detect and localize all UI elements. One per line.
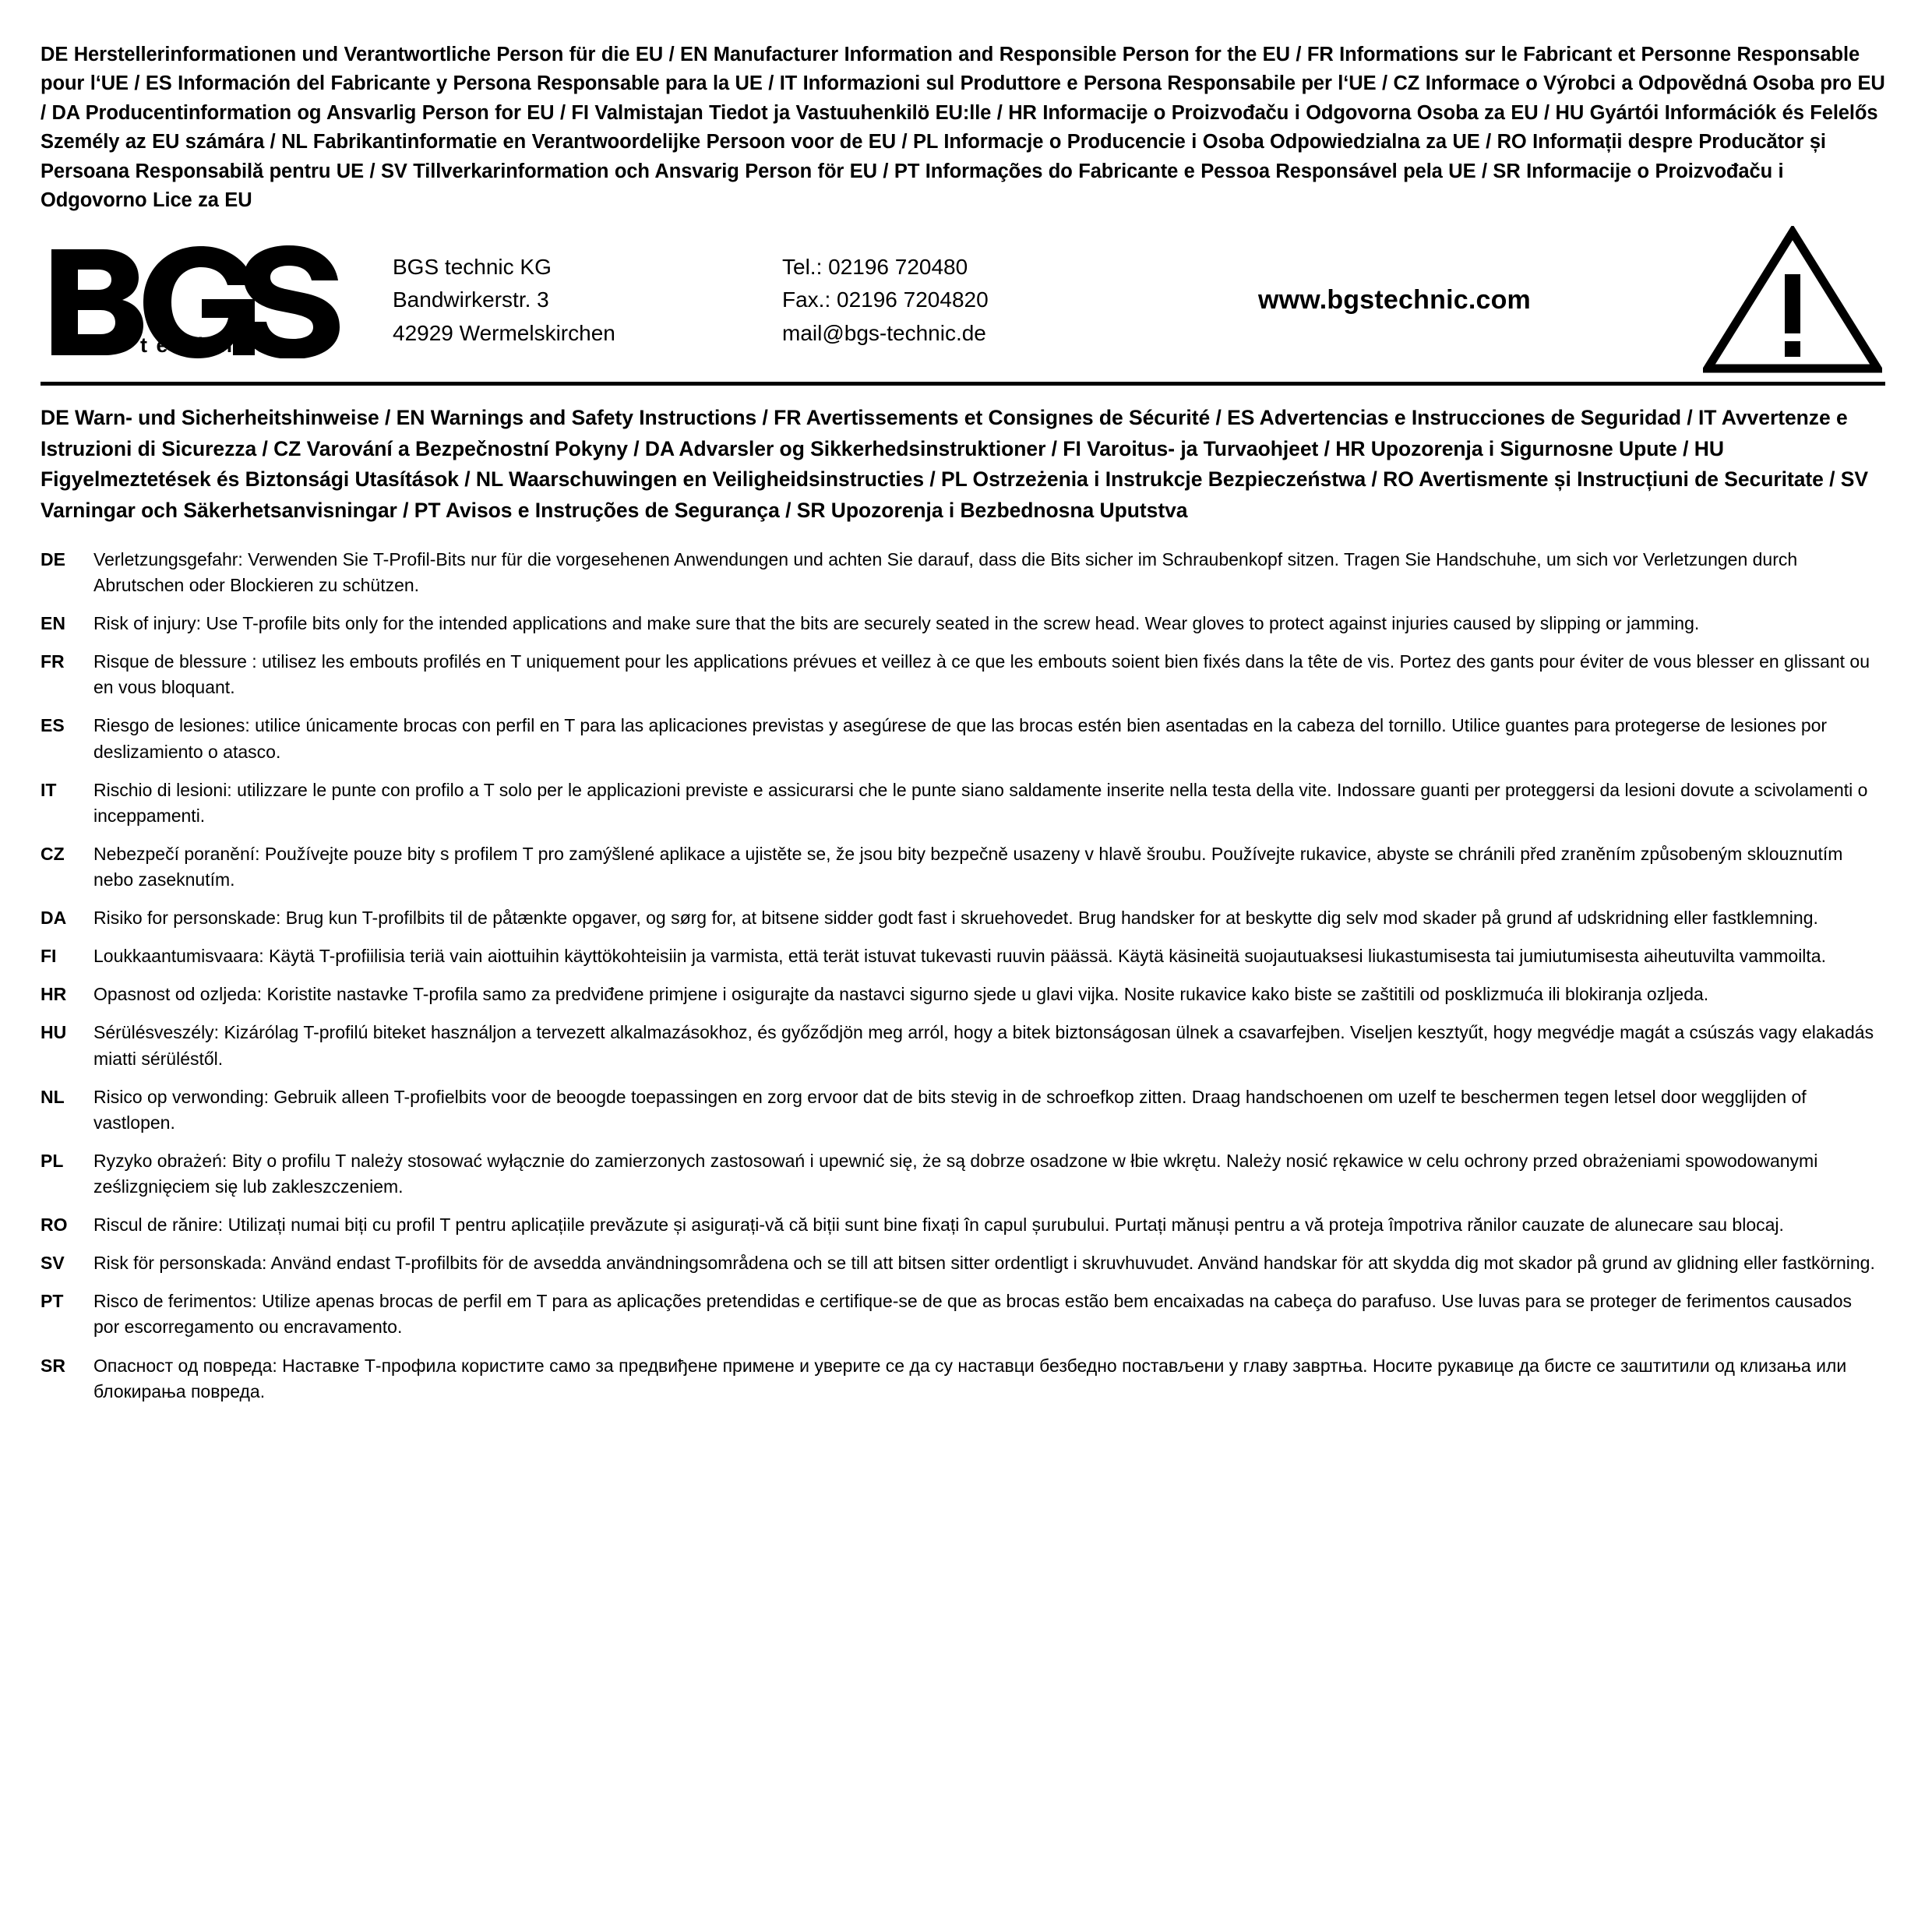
- language-code: HR: [41, 984, 67, 1005]
- language-code: HU: [41, 1022, 67, 1043]
- language-text: Opasnost od ozljeda: Koristite nastavke T-profila samo za predviđene primjene i osigurajte da nastavci sigurno sjede u glavi vijka. Nosite rukavice kako biste se zaštitili od posklizmuća ili blokiranja ozljeda.: [93, 984, 1709, 1005]
- language-code: DE: [41, 548, 65, 569]
- language-text: Verletzungsgefahr: Verwenden Sie T-Profil-Bits nur für die vorgesehenen Anwendungen und achten Sie darauf, dass die Bits sicher im Schraubenkopf sitzen. Tragen Sie Handschuhe, um sich vor Verletzungen durch Abrutschen oder Blockieren zu schützen.: [93, 548, 1798, 596]
- list-item: [41, 1020, 1885, 1071]
- language-code: PT: [41, 1291, 64, 1312]
- list-item: [41, 1084, 1885, 1136]
- company-tel: Tel.: 02196 720480: [782, 254, 968, 279]
- language-text: Risico op verwonding: Gebruik alleen T-profielbits voor de beoogde toepassingen en zorg ervoor dat de bits stevig in de schroefkop zitten. Draag handschoenen om uzelf te beschermen tegen letsel door wegglijden of vastlopen.: [93, 1086, 1807, 1133]
- list-item: [41, 1353, 1885, 1405]
- list-item: [41, 943, 1885, 969]
- company-fax: Fax.: 02196 7204820: [782, 287, 989, 312]
- warning-triangle-icon: [1687, 226, 1885, 374]
- company-street: Bandwirkerstr. 3: [393, 287, 549, 312]
- list-item: [41, 547, 1885, 598]
- list-item: [41, 982, 1885, 1007]
- language-code: NL: [41, 1086, 65, 1107]
- language-text: Sérülésveszély: Kizárólag T-profilú biteket használjon a tervezett alkalmazásokhoz, és győződjön meg arról, hogy a bitek biztonságosan ülnek a csavarfejben. Viseljen kesztyűt, hogy megvédje magát a csúszás vagy elakadás miatti sérüléstől.: [93, 1022, 1874, 1069]
- company-website[interactable]: www.bgstechnic.com: [1258, 284, 1531, 315]
- list-item: [41, 1289, 1885, 1340]
- safety-instructions-heading: DE Warn- und Sicherheitshinweise / EN Warnings and Safety Instructions / FR Avertissements et Consignes de Sécurité / ES Advertencias e Instrucciones de Seguridad / IT Avvertenze e Istruzioni di Sicurezza / CZ Varování a Bezpečnostní Pokyny / DA Advarsler og Sikkerhedsinstruktioner / FI Varoitus- ja Turvaohjeet / HR Upozorenja i Sigurnosne Upute / HU Figyelmeztetések és Biztonsági Utasítások / NL Waarschuwingen en Veiligheidsinstructies / PL Ostrzeżenia i Instrukcje Bezpieczeństwa / RO Avertismente și Instrucțiuni de Securitate / SV Varningar och Säkerhetsanvisningar / PT Avisos e Instruções de Segurança / SR Upozorenja i Bezbednosna Uputstva: [41, 405, 1869, 523]
- warning-triangle-graphic: [1703, 226, 1882, 374]
- language-code: DA: [41, 908, 67, 929]
- list-item: [41, 841, 1885, 893]
- language-code: SV: [41, 1253, 65, 1274]
- language-text: Riesgo de lesiones: utilice únicamente brocas con perfil en T para las aplicaciones previstas y asegúrese de que las brocas estén bien asentadas en la cabeza del tornillo. Utilice guantes para protegerse de lesiones por deslizamiento o atasco.: [93, 715, 1828, 762]
- registered-mark: ®: [305, 248, 321, 272]
- company-email[interactable]: mail@bgs-technic.de: [782, 320, 986, 345]
- language-code: EN: [41, 613, 65, 634]
- language-text: Опасност од повреда: Наставке Т-профила користите само за предвиђене примене и уверите се да су наставци безбедно постављени у главу завртња. Носите рукавице да бисте се заштитили од клизања или блокирања повреда.: [93, 1355, 1847, 1401]
- manufacturer-band: [41, 230, 1885, 386]
- list-item: [41, 713, 1885, 764]
- language-code: FI: [41, 946, 57, 967]
- list-item: [41, 905, 1885, 931]
- list-item: [41, 649, 1885, 700]
- language-text: Risque de blessure : utilisez les embouts profilés en T uniquement pour les applications prévues et veillez à ce que les embouts soient bien fixés dans la tête de vis. Portez des gants pour éviter de vous blesser en glissant ou en vous bloquant.: [93, 651, 1870, 698]
- language-code: IT: [41, 779, 57, 800]
- language-text: Risco de ferimentos: Utilize apenas brocas de perfil em T para as aplicações pretendidas e certifique-se de que as brocas estão bem encaixadas na cabeça do parafuso. Use luvas para se proteger de ferimentos causados por escorregamento ou encravamento.: [93, 1291, 1852, 1338]
- bgs-logo: [41, 242, 374, 358]
- manufacturer-info-heading: DE Herstellerinformationen und Verantwortliche Person für die EU / EN Manufacturer Information and Responsible Person for the EU / FR Informations sur le Fabricant et Personne Responsable pour l‘UE / ES Información del Fabricante y Persona Responsable para la UE / IT Informazioni sul Produttore e Persona Responsabile per l‘UE / CZ Informace o Výrobci a Odpovědná Osoba pro EU / DA Producentinformation og Ansvarlig Person for EU / FI Valmistajan Tiedot ja Vastuuhenkilö EU:lle / HR Informacije o Proizvođaču i Odgovorna Osoba za EU / HU Gyártói Információk és Felelős Személy az EU számára / NL Fabrikantinformatie en Verantwoordelijke Persoon voor de EU / PL Informacje o Producencie i Osoba Odpowiedzialna za UE / RO Informații despre Producător și Persoana Responsabilă pentru UE / SV Tillverkarinformation och Ansvarig Person för EU / PT Informações do Fabricante e Pessoa Responsável pela UE / SR Informacije o Proizvođaču i Odgovorno Lice za EU: [41, 44, 1885, 212]
- language-code: SR: [41, 1355, 65, 1376]
- language-text: Loukkaantumisvaara: Käytä T-profiilisia teriä vain aiottuihin käyttökohteisiin ja varmista, että terät istuvat tukevasti ruuvin päässä. Käytä käsineitä suojautuaksesi liukastumisesta tai jumiutumisesta aiheutuvilta vammoilta.: [93, 946, 1826, 967]
- language-code: RO: [41, 1215, 68, 1236]
- company-address: [374, 251, 782, 351]
- language-text: Nebezpečí poranění: Používejte pouze bity s profilem T pro zamýšlené aplikace a ujistěte se, že jsou bity bezpečně usazeny v hlavě šroubu. Používejte rukavice, abyste se chránili před zraněním způsobeným sklouznutím nebo zaseknutím.: [93, 843, 1843, 890]
- list-item: [41, 1148, 1885, 1200]
- language-code: FR: [41, 651, 65, 672]
- list-item: [41, 1250, 1885, 1276]
- company-city: 42929 Wermelskirchen: [393, 320, 615, 345]
- language-text: Risk för personskada: Använd endast T-profilbits för de avsedda användningsområdena och se till att bitsen sitter ordentligt i skruvhuvudet. Använd handskar för att skydda dig mot skador på grund av glidning eller fastkörning.: [93, 1253, 1875, 1274]
- language-text: Risiko for personskade: Brug kun T-profilbits til de påtænkte opgaver, og sørg for, at bitsene sidder godt fast i skruehovedet. Brug handsker for at beskytte dig selv mod skader på grund af udskridning eller fastklemning.: [93, 908, 1818, 929]
- company-contact: [782, 251, 1125, 351]
- language-text: Risk of injury: Use T-profile bits only for the intended applications and make sure that the bits are securely seated in the screw head. Wear gloves to protect against injuries caused by slipping or jamming.: [93, 613, 1700, 634]
- language-code: CZ: [41, 843, 65, 864]
- language-code: ES: [41, 715, 65, 736]
- language-text: Ryzyko obrażeń: Bity o profilu T należy stosować wyłącznie do zamierzonych zastosowań i upewnić się, że są dobrze osadzone w łbie wkrętu. Należy nosić rękawice w celu ochrony przed obrażeniami spowodowanymi ześlizgnięciem się lub zakleszczeniem.: [93, 1150, 1818, 1197]
- language-text: Riscul de rănire: Utilizați numai biți cu profil T pentru aplicațiile prevăzute și asigurați-vă că biții sunt bine fixați în capul șurubului. Purtați mănuși pentru a vă proteja împotriva rănilor cauzate de alunecare sau blocaj.: [93, 1215, 1784, 1236]
- language-text: Rischio di lesioni: utilizzare le punte con profilo a T solo per le applicazioni previste e assicurarsi che le punte siano saldamente inserite nella testa della vite. Indossare guanti per proteggersi da lesioni dovute a scivolamenti o inceppamenti.: [93, 779, 1868, 826]
- logo-subtext: t e c h n i c: [140, 333, 270, 358]
- safety-entries-list: [41, 547, 1885, 1405]
- list-item: [41, 1212, 1885, 1238]
- list-item: [41, 777, 1885, 829]
- company-name: BGS technic KG: [393, 254, 552, 279]
- list-item: [41, 611, 1885, 636]
- language-code: PL: [41, 1150, 64, 1171]
